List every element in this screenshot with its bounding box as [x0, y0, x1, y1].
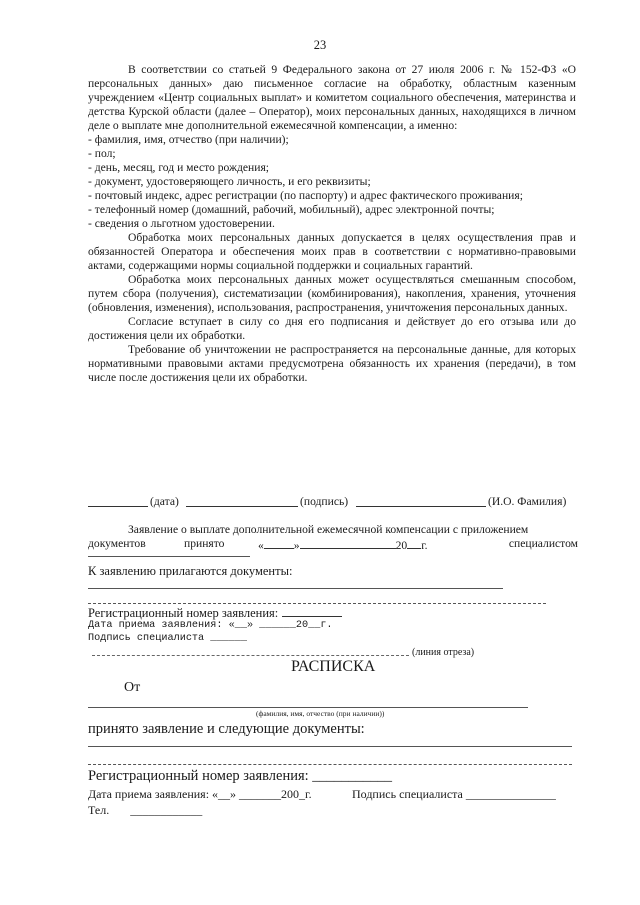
receipt-accepted-label: принято заявление и следующие документы: — [88, 721, 365, 737]
receipt-fio-line[interactable] — [88, 707, 528, 708]
fio-caption: (фамилия, имя, отчество (при наличии)) — [256, 709, 385, 718]
specialist-sign-line: Подпись специалиста ______ — [88, 633, 247, 644]
consent-paragraph: Обработка моих персональных данных допускается в целях осуществления прав и обязанностей Оператора и обеспечения моих прав в соответствии с нормативно-правовыми актами, содержащими нормы социальной поддержки и социальных гарантий. — [88, 231, 576, 272]
docs-word: документов — [88, 537, 146, 550]
name-caption: (И.О. Фамилия) — [488, 495, 567, 508]
receipt-phone — [88, 803, 202, 818]
cut-line — [92, 655, 409, 656]
quote-open: « — [258, 539, 264, 552]
consent-item: - день, месяц, год и место рождения; — [88, 161, 270, 174]
consent-item: - пол; — [88, 147, 116, 160]
attached-docs-line[interactable] — [88, 588, 503, 589]
consent-item: - сведения о льготном удостоверении. — [88, 217, 275, 230]
date-blank[interactable] — [88, 495, 148, 507]
application-accept-line — [88, 537, 578, 551]
page-number: 23 — [313, 38, 327, 52]
consent-paragraph: Обработка моих персональных данных может осуществляться смешанным способом, путем сбора (получения), систематизации (комбинирования), накопления, хранения, уточнения (обновления, изменения), использования, распространения, уничтожения персональных данных. — [88, 273, 576, 314]
name-blank[interactable] — [356, 495, 486, 507]
consent-paragraph: Согласие вступает в силу со дня его подписания и действует до его отзыва или до достижения цели их обработки. — [88, 315, 576, 342]
year-blank[interactable] — [407, 537, 421, 549]
cut-line-caption: (линия отреза) — [412, 647, 475, 658]
application-line: Заявление о выплате дополнительной ежемесячной компенсации с приложением — [128, 523, 529, 536]
receipt-from-label: От — [124, 680, 141, 695]
year-suffix: г. — [421, 539, 428, 552]
year-prefix: 20 — [395, 539, 408, 552]
consent-item: - телефонный номер (домашний, рабочий, мобильный), адрес электронной почты; — [88, 203, 495, 216]
consent-item: - фамилия, имя, отчество (при наличии); — [88, 133, 289, 146]
receipt-docs-line[interactable] — [88, 764, 572, 765]
reg-number-text: Регистрационный номер заявления: — [88, 606, 279, 620]
signature-caption: (подпись) — [300, 495, 349, 508]
consent-intro: В соответствии со статьей 9 Федерального закона от 27 июля 2006 г. № 152-ФЗ «О персональных данных» даю письменное согласие на обработку, областным казенным учреждением «Центр социальных выплат» и комитетом социального обеспечения, материнства и детства Курской области (далее – Оператор), моих персональных данных, находящихся в личном деле о выплате мне дополнительной ежемесячной компенсации, а именно: — [88, 63, 576, 132]
phone-label: Тел. — [88, 803, 110, 817]
reg-number-blank[interactable] — [282, 605, 342, 617]
attached-docs-line[interactable] — [88, 603, 546, 604]
consent-item: - документ, удостоверяющего личность, и его реквизиты; — [88, 175, 371, 188]
receipt-docs-line[interactable] — [88, 746, 572, 747]
specialist-blank[interactable] — [88, 556, 250, 557]
receipt-date-received: Дата приема заявления: «__» _______200_г. — [88, 787, 312, 801]
accepted-word: принято — [184, 537, 225, 550]
day-blank[interactable] — [264, 537, 294, 549]
month-blank[interactable] — [300, 537, 396, 549]
specialist-word: специалистом — [508, 537, 578, 550]
reg-number-label — [88, 605, 342, 621]
phone-blank[interactable]: ____________ — [130, 803, 203, 817]
signature-blank[interactable] — [186, 495, 298, 507]
receipt-title: РАСПИСКА — [291, 658, 376, 675]
quote-close: » — [293, 539, 300, 552]
receipt-reg-number: Регистрационный номер заявления: ___________ — [88, 768, 393, 784]
consent-item: - почтовый индекс, адрес регистрации (по паспорту) и адрес фактического проживания; — [88, 189, 523, 202]
consent-paragraph: Требование об уничтожении не распространяется на персональные данные, для которых нормативными правовыми актами предусмотрена обязанность их хранения (передачи), в том числе после достижения цели их обработки. — [88, 343, 576, 384]
date-received-line: Дата приема заявления: «__» ______20__г. — [88, 620, 333, 631]
attached-docs-label: К заявлению прилагаются документы: — [88, 564, 293, 578]
receipt-specialist-sign: Подпись специалиста _______________ — [352, 787, 556, 801]
date-caption: (дата) — [150, 495, 179, 508]
consent-text — [88, 63, 576, 385]
